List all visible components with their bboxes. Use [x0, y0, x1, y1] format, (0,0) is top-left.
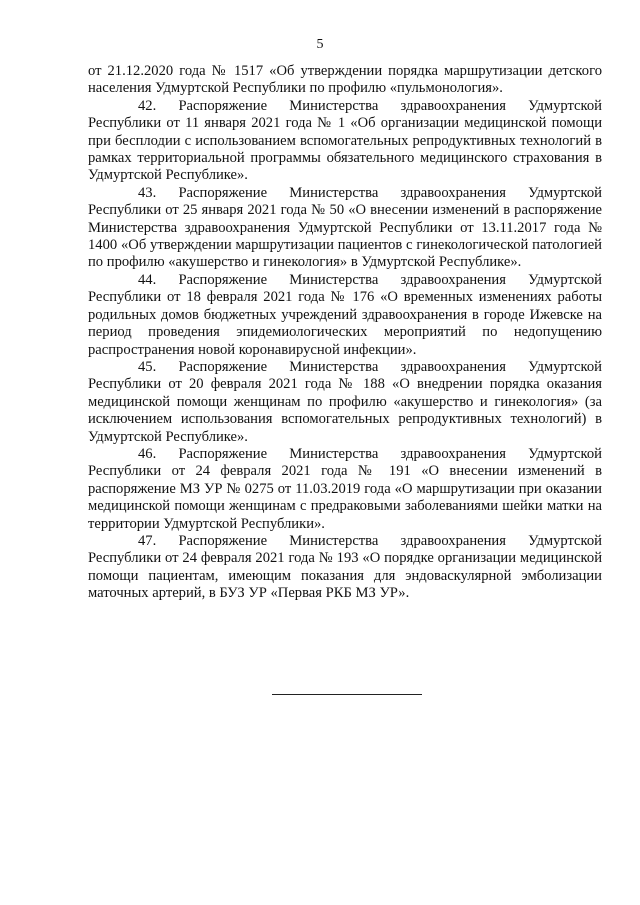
page-number: 5: [316, 37, 324, 52]
list-item-47: 47. Распоряжение Министерства здравоохранения Удмуртской Республики от 24 февраля 2021 года № 193 «О порядке организации медицинской помощи пациентам, имеющим показания для эндоваскулярной эмболизации маточных артерий, в БУЗ УР «Первая РКБ МЗ УР».: [88, 532, 602, 602]
end-divider-line: [272, 694, 422, 695]
document-body: [88, 63, 602, 603]
list-item-43: 43. Распоряжение Министерства здравоохранения Удмуртской Республики от 25 января 2021 года № 50 «О внесении изменений в распоряжение Министерства здравоохранения Удмуртской Республики от 13.11.2017 года № 1400 «Об утверждении маршрутизации пациентов с гинекологической патологией по профилю «акушерство и гинекология» в Удмуртской Республике».: [88, 184, 602, 271]
list-item-42: 42. Распоряжение Министерства здравоохранения Удмуртской Республики от 11 января 2021 года № 1 «Об организации медицинской помощи при бесплодии с использованием вспомогательных репродуктивных технологий в рамках территориальной программы обязательного медицинского страхования в Удмуртской Республике».: [88, 97, 602, 184]
continuation-paragraph: от 21.12.2020 года № 1517 «Об утверждении порядка маршрутизации детского населения Удмуртской Республики по профилю «пульмонология».: [88, 63, 602, 97]
list-item-45: 45. Распоряжение Министерства здравоохранения Удмуртской Республики от 20 февраля 2021 года № 188 «О внедрении порядка оказания медицинской помощи женщинам по профилю «акушерство и гинекология» (за исключением использования вспомогательных репродуктивных технологий) в Удмуртской Республике».: [88, 358, 602, 445]
list-item-46: 46. Распоряжение Министерства здравоохранения Удмуртской Республики от 24 февраля 2021 года № 191 «О внесении изменений в распоряжение МЗ УР № 0275 от 11.03.2019 года «О маршрутизации при оказании медицинской помощи женщинам с предраковыми заболеваниями шейки матки на территории Удмуртской Республики».: [88, 445, 602, 532]
list-item-44: 44. Распоряжение Министерства здравоохранения Удмуртской Республики от 18 февраля 2021 года № 176 «О временных изменениях работы родильных домов бюджетных учреждений здравоохранения в городе Ижевске на период проведения эпидемиологических мероприятий по недопущению распространения новой коронавирусной инфекции».: [88, 271, 602, 358]
